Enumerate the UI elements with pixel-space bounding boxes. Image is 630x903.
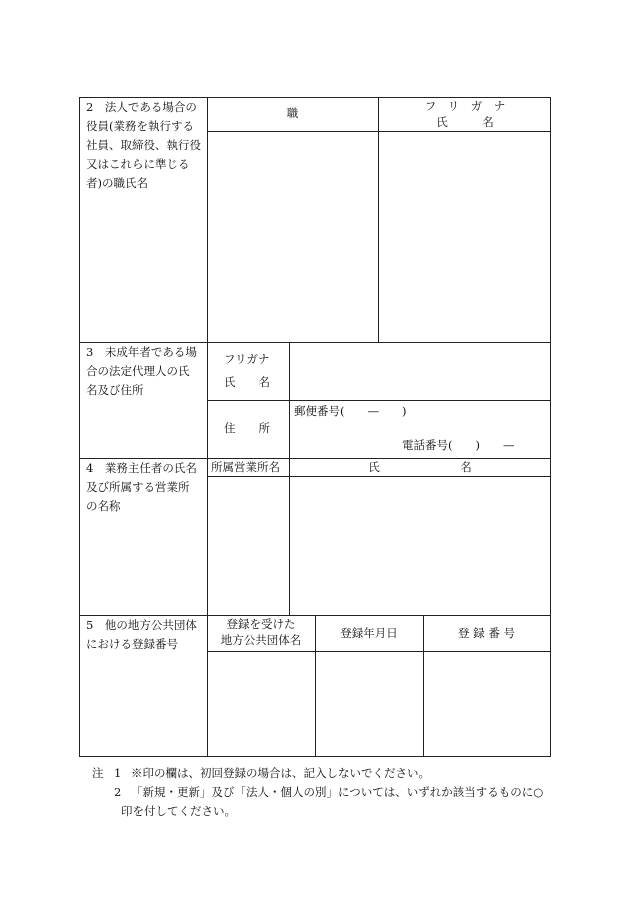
s5-registration-date-header: 登録年月日 [340,626,398,640]
section-divider-2-3 [79,342,551,343]
s5-header-divider [207,651,551,652]
s4-person-name-header: 氏 名 [368,460,472,474]
s2-title-header: 職 [286,106,299,120]
s4-office-name-header: 所属営業所名 [211,460,280,474]
s3-label-line-2: 合の法定代理人の氏 [86,364,190,378]
s4-column-divider [289,458,290,616]
s3-address-label: 住 所 [224,421,270,435]
s3-postal-code: 郵便番号( — ) [294,404,407,418]
s2-furigana-header: フ リ ガ ナ [424,99,506,113]
s3-phone-number: 電話番号( ) — [402,438,515,452]
note-2-text-line-2: 印を付してください。 [121,804,236,818]
s5-label-line-1: 5 他の地方公共団体 [86,618,197,632]
s3-label-line-3: 名及び住所 [86,383,144,397]
s5-label-line-2: における登録番号 [86,637,178,651]
s3-label-line-1: 3 未成年者である場 [86,345,197,359]
s4-label-line-1: 4 業務主任者の氏名 [86,461,197,475]
s4-label-line-2: 及び所属する営業所 [86,480,190,494]
table-left-border [79,97,80,757]
notes-prefix: 注 [92,766,104,780]
table-right-border [550,97,551,757]
note-2-number: 2 [114,785,122,799]
note-2-text-line-1: 「新規・更新」及び「法人・個人の別」については、いずれか該当するものに○ [131,785,544,799]
s4-label-line-3: の名称 [86,499,121,513]
s2-label-line-4: 又はこれらに準じる [86,157,190,171]
note-1-number: 1 [114,766,122,780]
s3-row-divider [207,400,551,401]
note-1-text: ※印の欄は、初回登録の場合は、記入しないでください。 [131,766,430,780]
s2-label-line-1: 2 法人である場合の [86,100,197,114]
s5-registered-authority-header-2: 地方公共団体名 [220,633,302,647]
s2-label-line-3: 社員、取締役、執行役 [86,138,201,152]
s2-name-header: 氏 名 [436,115,494,129]
s3-furigana-label: フリガナ [224,352,270,366]
s2-label-line-2: 役員(業務を執行する [86,119,194,133]
s5-registration-number-header: 登 録 番 号 [458,626,515,640]
label-column-divider [207,97,208,757]
s5-registered-authority-header-1: 登録を受けた [226,617,296,631]
s2-column-divider [378,97,379,342]
s3-name-label: 氏 名 [224,375,270,389]
s2-label-line-5: 者)の職氏名 [86,176,148,190]
